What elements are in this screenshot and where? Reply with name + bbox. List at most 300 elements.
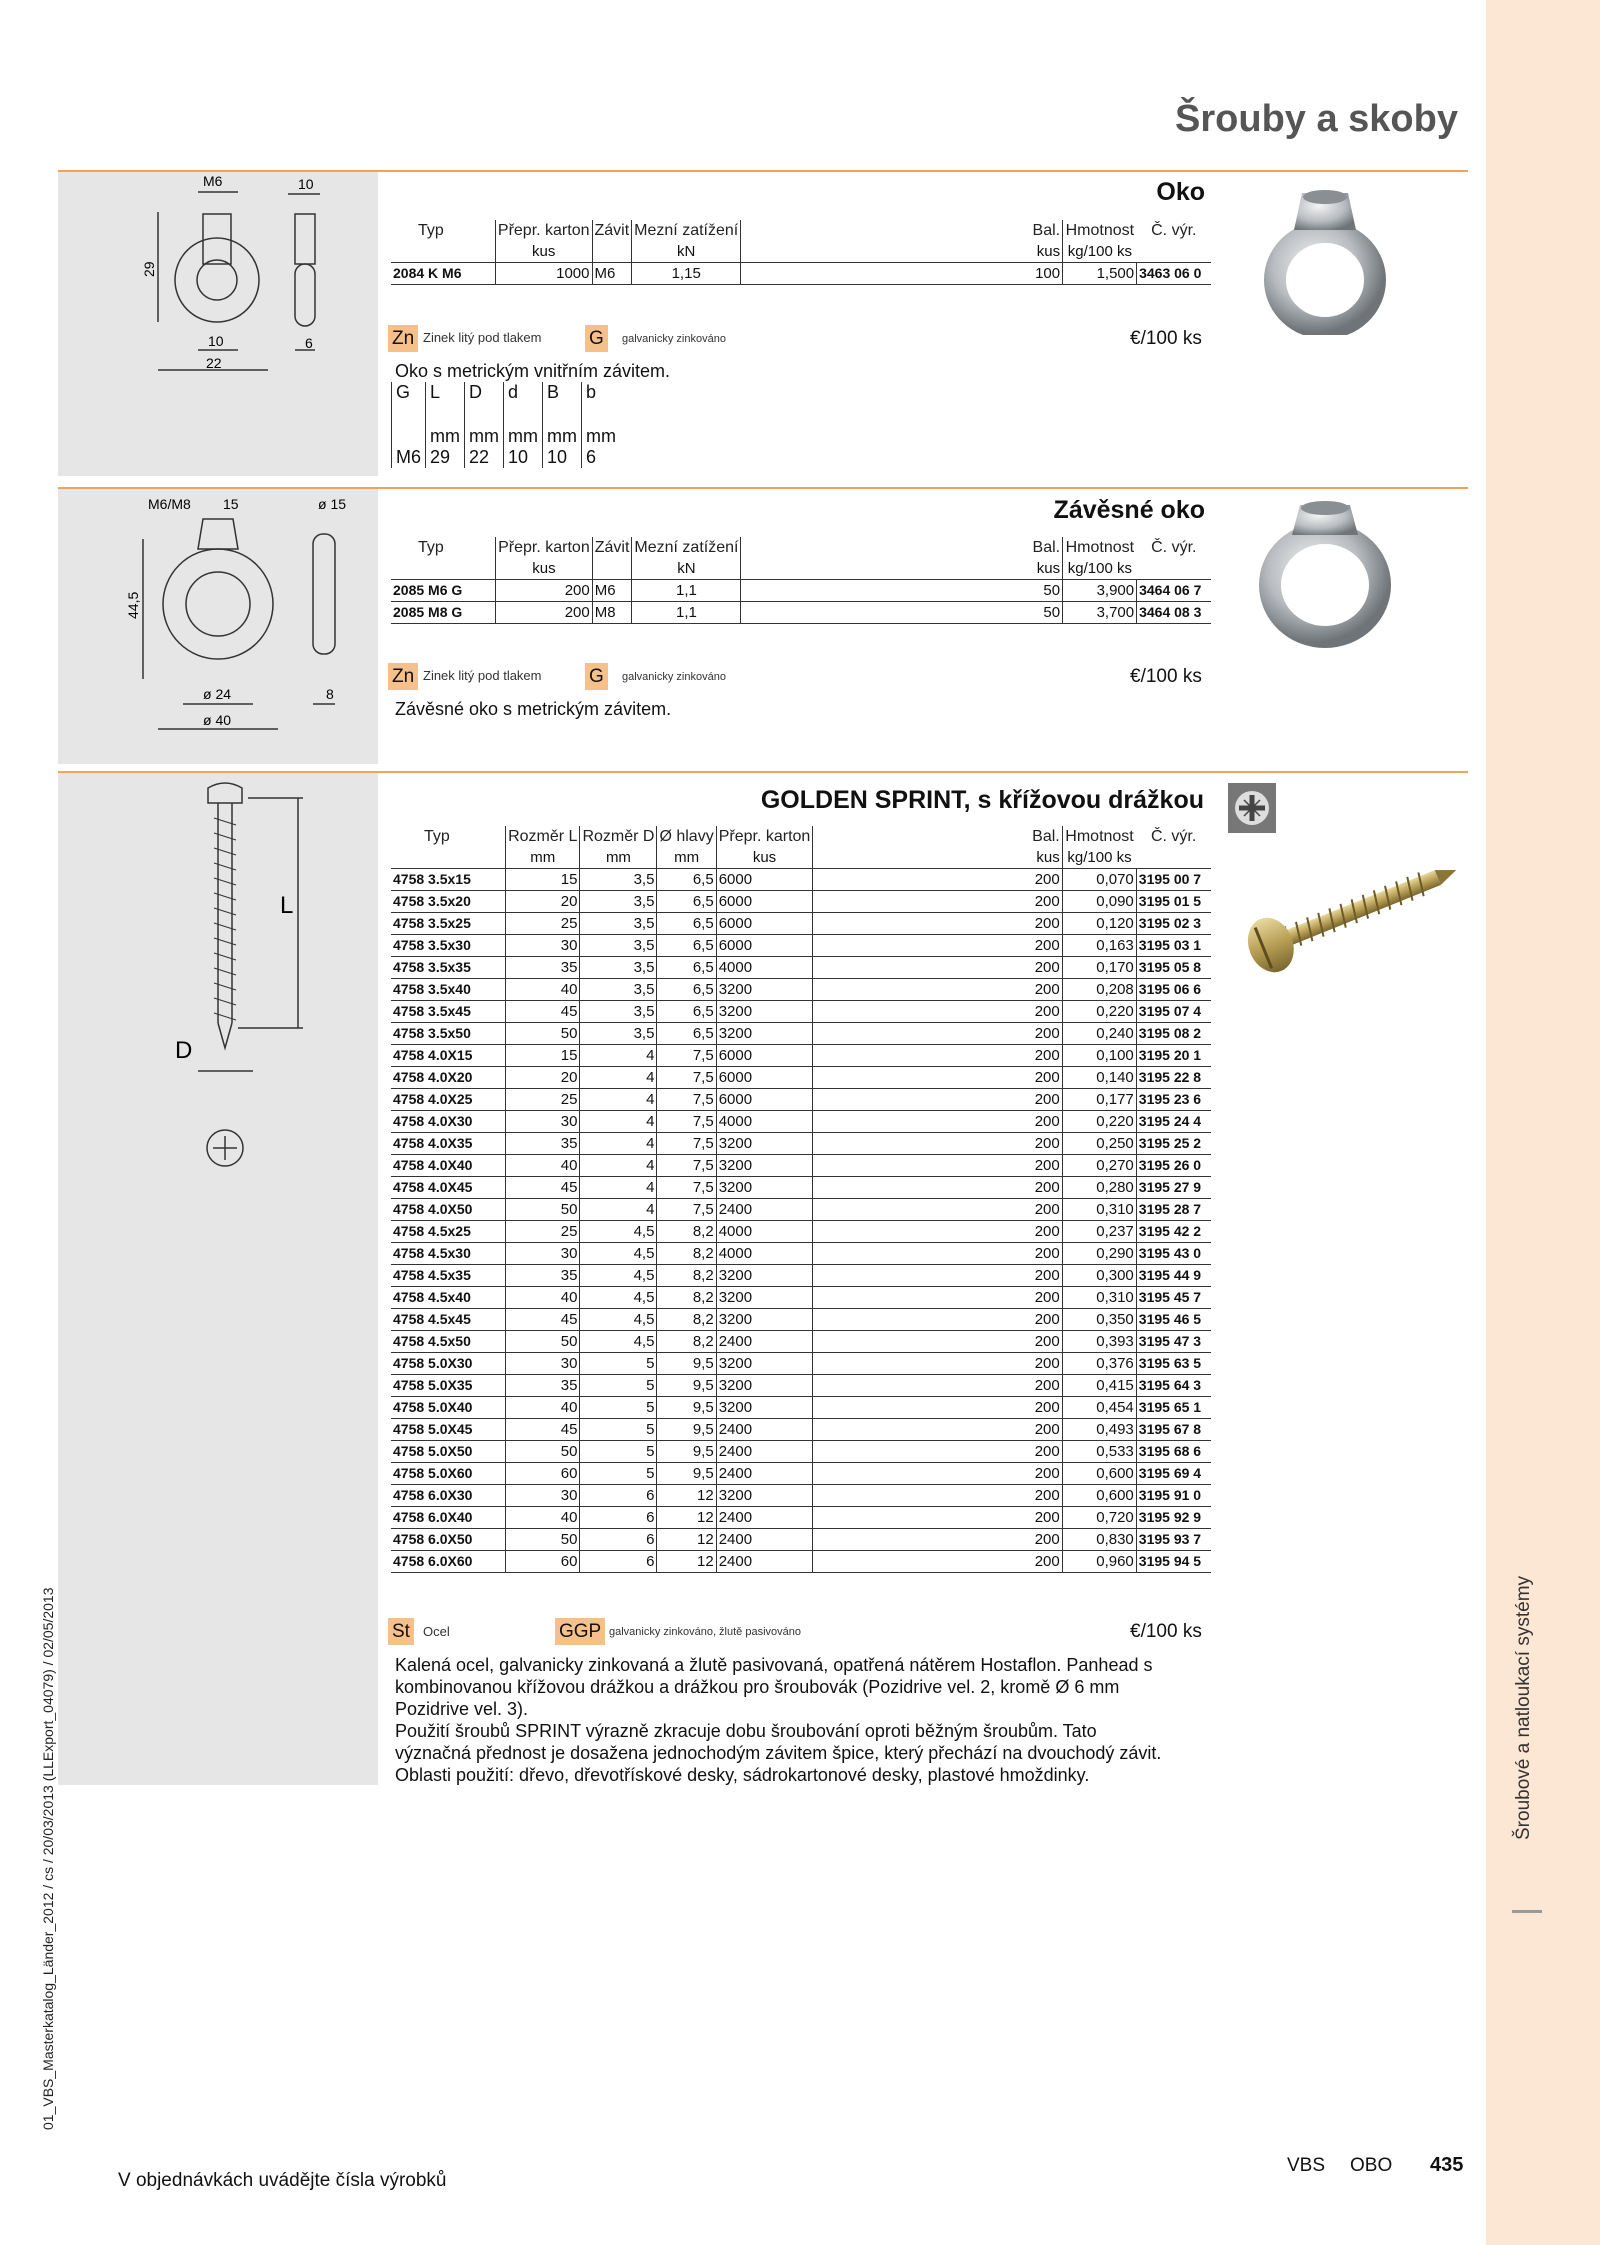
cell: 0,300 [1062, 1265, 1136, 1287]
cell: 200 [1028, 1419, 1062, 1441]
cell: 6000 [716, 891, 813, 913]
cell: 12 [657, 1551, 716, 1573]
cell: M6 [592, 263, 632, 285]
cell: 4 [580, 1155, 657, 1177]
cell: 200 [1028, 1507, 1062, 1529]
cell: 60 [506, 1551, 580, 1573]
material-text: Zinek litý pod tlakem [423, 330, 542, 345]
cell: 7,5 [657, 1177, 716, 1199]
cell: 5 [580, 1353, 657, 1375]
cell: 200 [1028, 1001, 1062, 1023]
dim-cell: 10 [504, 447, 543, 468]
col-header: Mezní zatížení [632, 220, 741, 241]
col-header: Hmotnost [1062, 826, 1136, 847]
cell-article: 3195 47 3 [1136, 1331, 1211, 1353]
col-header: Přepr. karton [716, 826, 813, 847]
cell-typ: 4758 3.5x15 [391, 869, 506, 891]
desc-line: kombinovanou křížovou drážkou a drážkou pro šroubovák (Pozidrive vel. 2, kromě Ø 6 mm [395, 1677, 1120, 1697]
cell: 25 [506, 1089, 580, 1111]
cell: 40 [506, 1397, 580, 1419]
product-table-oko [391, 220, 1211, 285]
cell-typ: 4758 3.5x35 [391, 957, 506, 979]
cell: 200 [1028, 1089, 1062, 1111]
cell: 3,5 [580, 979, 657, 1001]
cell-article: 3195 02 3 [1136, 913, 1211, 935]
cell: 3200 [716, 1353, 813, 1375]
cell: 35 [506, 1133, 580, 1155]
cell: 1000 [495, 263, 592, 285]
col-header: Závit [592, 220, 632, 241]
cell: 6,5 [657, 957, 716, 979]
dim-label: 6 [305, 335, 313, 351]
cell-typ: 2085 M6 G [391, 580, 496, 602]
cell: 25 [506, 913, 580, 935]
cell: 0,290 [1062, 1243, 1136, 1265]
dim-cell: d [504, 382, 543, 426]
table-row [391, 913, 1211, 935]
desc-line: Oblasti použití: dřevo, dřevotřískové desky, sádrokartonové desky, plastové hmoždinky. [395, 1765, 1090, 1785]
cell: 50 [506, 1023, 580, 1045]
cell-typ: 4758 6.0X60 [391, 1551, 506, 1573]
table-row [391, 1265, 1211, 1287]
unit-label: mm [657, 847, 716, 869]
dim-label: 10 [208, 333, 224, 349]
order-note: V objednávkách uvádějte čísla výrobků [118, 2170, 447, 2191]
cell: 6000 [716, 913, 813, 935]
table-row [391, 1375, 1211, 1397]
cell-article: 3195 06 6 [1136, 979, 1211, 1001]
desc-line: Kalená ocel, galvanicky zinkovaná a žlutě pasivovaná, opatřená nátěrem Hostaflon. Panhead s [395, 1655, 1153, 1675]
page-title: Šrouby a skoby [1175, 98, 1458, 140]
cell: 7,5 [657, 1067, 716, 1089]
col-header: Č. výr. [1151, 222, 1197, 239]
cell: 200 [496, 580, 593, 602]
cell: 2400 [716, 1419, 813, 1441]
col-header: Typ [424, 828, 450, 845]
cell-article: 3195 08 2 [1136, 1023, 1211, 1045]
description: Závěsné oko s metrickým závitem. [395, 699, 672, 719]
table-row [391, 1199, 1211, 1221]
finish-text: galvanicky zinkováno [622, 333, 726, 345]
table-row [391, 1133, 1211, 1155]
cell: 3,5 [580, 1023, 657, 1045]
desc-line: Použití šroubů SPRINT výrazně zkracuje dobu šroubování oproti běžným šroubům. Tato [395, 1721, 1097, 1741]
cell: M8 [592, 602, 632, 624]
cell: 3,5 [580, 891, 657, 913]
cell: 0,240 [1062, 1023, 1136, 1045]
unit-label: kus [1029, 558, 1063, 580]
cell-article: 3195 24 4 [1136, 1111, 1211, 1133]
cell-typ: 4758 4.5x25 [391, 1221, 506, 1243]
cell: 200 [1028, 1287, 1062, 1309]
cell: 7,5 [657, 1155, 716, 1177]
table-row [391, 1463, 1211, 1485]
cell-article: 3195 93 7 [1136, 1529, 1211, 1551]
cell-article: 3195 22 8 [1136, 1067, 1211, 1089]
table-row [391, 1309, 1211, 1331]
cell: 3,5 [580, 913, 657, 935]
col-header: Rozměr L [506, 826, 580, 847]
cell: 20 [506, 1067, 580, 1089]
cell: 2400 [716, 1441, 813, 1463]
cell: 7,5 [657, 1133, 716, 1155]
product-table-zavesne-oko [391, 537, 1211, 624]
cell-article: 3195 63 5 [1136, 1353, 1211, 1375]
cell-article: 3195 43 0 [1136, 1243, 1211, 1265]
dim-cell: 6 [582, 447, 621, 468]
cell: 0,830 [1062, 1529, 1136, 1551]
cell: 1,1 [632, 580, 741, 602]
table-row [391, 1111, 1211, 1133]
table-row [391, 869, 1211, 891]
cell: 4,5 [580, 1243, 657, 1265]
cell-article: 3195 67 8 [1136, 1419, 1211, 1441]
cell-article: 3195 25 2 [1136, 1133, 1211, 1155]
desc-line: Pozidrive vel. 3). [395, 1699, 529, 1719]
cell: 200 [1028, 1133, 1062, 1155]
cell: 200 [1028, 1265, 1062, 1287]
table-row [391, 1089, 1211, 1111]
col-header: Č. výr. [1151, 539, 1197, 556]
cell: 9,5 [657, 1353, 716, 1375]
cell: 6 [580, 1507, 657, 1529]
cell: 200 [1028, 1375, 1062, 1397]
table-row [391, 1485, 1211, 1507]
cell-typ: 4758 6.0X30 [391, 1485, 506, 1507]
material-text: Zinek litý pod tlakem [423, 668, 542, 683]
cell: 3200 [716, 1001, 813, 1023]
unit-label: kus [1029, 241, 1063, 263]
cell: 3,5 [580, 935, 657, 957]
footer-meta: 01_VBS_Masterkatalog_Länder_2012 / cs / 20/03/2013 (LLExport_04079) / 02/05/2013 [40, 1587, 56, 2130]
cell: 3200 [716, 1155, 813, 1177]
material-text: Ocel [423, 1624, 450, 1639]
cell: 4 [580, 1111, 657, 1133]
desc-line: význačná přednost je dosažena jednochodým závitem špice, který přechází na dvouchodý závit. [395, 1743, 1162, 1763]
cell: 50 [506, 1529, 580, 1551]
cell: 6,5 [657, 869, 716, 891]
cell: 2400 [716, 1507, 813, 1529]
cell-article: 3195 07 4 [1136, 1001, 1211, 1023]
cell: 0,533 [1062, 1441, 1136, 1463]
col-header: Přepr. karton [495, 220, 592, 241]
cell: 50 [506, 1199, 580, 1221]
price-unit: €/100 ks [1130, 666, 1202, 687]
description: Oko s metrickým vnitřním závitem. [395, 361, 671, 381]
cell: 0,237 [1062, 1221, 1136, 1243]
table-row [391, 1331, 1211, 1353]
cell: 2400 [716, 1529, 813, 1551]
cell: 7,5 [657, 1045, 716, 1067]
dim-cell: mm [426, 426, 465, 447]
cell: 0,100 [1062, 1045, 1136, 1067]
cell: 0,120 [1062, 913, 1136, 935]
col-header: Mezní zatížení [632, 537, 741, 558]
cell: 0,350 [1062, 1309, 1136, 1331]
cell: 15 [506, 869, 580, 891]
cell-article: 3195 94 5 [1136, 1551, 1211, 1573]
cell: 4000 [716, 1111, 813, 1133]
col-header: Typ [418, 222, 444, 239]
cell: 9,5 [657, 1375, 716, 1397]
col-header: Přepr. karton [496, 537, 593, 558]
col-header: Typ [418, 539, 444, 556]
cell: 6000 [716, 1089, 813, 1111]
dim-cell: B [543, 382, 582, 426]
col-header: Rozměr D [580, 826, 657, 847]
cell: 200 [1028, 1221, 1062, 1243]
cell: 200 [1028, 1397, 1062, 1419]
cell: 200 [1028, 957, 1062, 979]
cell-typ: 4758 4.0X25 [391, 1089, 506, 1111]
cell: 0,270 [1062, 1155, 1136, 1177]
cell: 200 [1028, 1485, 1062, 1507]
description [395, 1654, 1161, 1786]
dim-label: ø 15 [318, 496, 347, 512]
cell-article: 3195 26 0 [1136, 1155, 1211, 1177]
unit-label: kus [1028, 847, 1062, 869]
cell-article: 3195 20 1 [1136, 1045, 1211, 1067]
cell-typ: 4758 3.5x20 [391, 891, 506, 913]
cell: 0,208 [1062, 979, 1136, 1001]
table-row [391, 1441, 1211, 1463]
table-row [391, 1353, 1211, 1375]
technical-drawing-screw [58, 773, 378, 1173]
cell-article: 3195 44 9 [1136, 1265, 1211, 1287]
cell: 200 [1028, 979, 1062, 1001]
cell: 3200 [716, 1287, 813, 1309]
cell: 0,376 [1062, 1353, 1136, 1375]
cell: 0,310 [1062, 1287, 1136, 1309]
cell: 1,500 [1063, 263, 1137, 285]
cell: 3200 [716, 1485, 813, 1507]
product-table-golden-sprint [391, 826, 1211, 1573]
cell: 9,5 [657, 1463, 716, 1485]
table-row [391, 1045, 1211, 1067]
unit-label: kus [496, 558, 593, 580]
dim-cell: M6 [392, 447, 426, 468]
cell: 30 [506, 1485, 580, 1507]
cell: 6000 [716, 1045, 813, 1067]
cell-article: 3195 00 7 [1136, 869, 1211, 891]
cell: 6,5 [657, 935, 716, 957]
cell-typ: 4758 5.0X30 [391, 1353, 506, 1375]
cell-typ: 4758 4.5x45 [391, 1309, 506, 1331]
dim-label: 44,5 [125, 591, 141, 619]
table-row [391, 1419, 1211, 1441]
golden-screw-image [1225, 845, 1465, 985]
cell: M6 [592, 580, 632, 602]
cell-typ: 4758 3.5x40 [391, 979, 506, 1001]
finish-text: galvanicky zinkováno, žlutě pasivováno [609, 1626, 802, 1638]
cell: 5 [580, 1419, 657, 1441]
cell: 15 [506, 1045, 580, 1067]
cell-article: 3195 46 5 [1136, 1309, 1211, 1331]
table-row [391, 957, 1211, 979]
cell: 1,15 [632, 263, 741, 285]
cell: 35 [506, 957, 580, 979]
cell-typ: 4758 5.0X50 [391, 1441, 506, 1463]
dim-label: 15 [223, 496, 239, 512]
cell: 0,600 [1062, 1463, 1136, 1485]
cell: 4 [580, 1133, 657, 1155]
cell-article: 3195 68 6 [1136, 1441, 1211, 1463]
table-row [391, 891, 1211, 913]
cell: 6,5 [657, 1023, 716, 1045]
table-row [391, 1177, 1211, 1199]
cell: 1,1 [632, 602, 741, 624]
cell: 50 [1029, 580, 1063, 602]
unit-label: kg/100 ks [1062, 847, 1136, 869]
cell: 0,600 [1062, 1485, 1136, 1507]
page-number: 435 [1430, 2154, 1464, 2176]
cell: 200 [496, 602, 593, 624]
finish-code: G [585, 663, 608, 690]
cell: 4,5 [580, 1287, 657, 1309]
cell-typ: 4758 5.0X35 [391, 1375, 506, 1397]
cell-typ: 4758 6.0X40 [391, 1507, 506, 1529]
cell: 6 [580, 1529, 657, 1551]
cell-typ: 4758 4.5x50 [391, 1331, 506, 1353]
cell: 8,2 [657, 1243, 716, 1265]
cell-typ: 4758 3.5x25 [391, 913, 506, 935]
cell: 60 [506, 1463, 580, 1485]
col-header: Hmotnost [1063, 220, 1137, 241]
drawing-panel-zavesne-oko [58, 489, 378, 764]
table-row [391, 1551, 1211, 1573]
dim-cell: 10 [543, 447, 582, 468]
cell: 3,900 [1063, 580, 1137, 602]
cell: 200 [1028, 1353, 1062, 1375]
cell: 6,5 [657, 891, 716, 913]
cell: 200 [1028, 1023, 1062, 1045]
cell: 4,5 [580, 1221, 657, 1243]
cell: 2400 [716, 1463, 813, 1485]
technical-drawing-oko [58, 172, 378, 476]
cell: 30 [506, 1111, 580, 1133]
cell: 200 [1028, 1463, 1062, 1485]
cell: 3,5 [580, 957, 657, 979]
cell: 6,5 [657, 1001, 716, 1023]
table-row [391, 580, 1211, 602]
cell: 9,5 [657, 1441, 716, 1463]
table-row [391, 1529, 1211, 1551]
cell: 4 [580, 1199, 657, 1221]
cell: 45 [506, 1309, 580, 1331]
dim-label: D [175, 1037, 193, 1064]
cell: 5 [580, 1441, 657, 1463]
dimension-table [391, 382, 620, 468]
cell: 5 [580, 1397, 657, 1419]
cell-typ: 4758 4.0X15 [391, 1045, 506, 1067]
table-row [391, 1507, 1211, 1529]
table-row [391, 602, 1211, 624]
cell-typ: 4758 4.0X20 [391, 1067, 506, 1089]
table-row [391, 1155, 1211, 1177]
cell: 4000 [716, 957, 813, 979]
cell: 0,393 [1062, 1331, 1136, 1353]
table-row [391, 1067, 1211, 1089]
cell: 200 [1028, 1529, 1062, 1551]
price-unit: €/100 ks [1130, 1621, 1202, 1642]
cell: 200 [1028, 1199, 1062, 1221]
cell: 200 [1028, 1243, 1062, 1265]
cell-typ: 2084 K M6 [391, 263, 495, 285]
cell: 8,2 [657, 1287, 716, 1309]
table-row [391, 1287, 1211, 1309]
cell-article: 3195 23 6 [1136, 1089, 1211, 1111]
pozidrive-icon [1228, 783, 1276, 833]
cell-article: 3195 01 5 [1136, 891, 1211, 913]
cell: 200 [1028, 1441, 1062, 1463]
cell: 2400 [716, 1551, 813, 1573]
table-row [391, 1243, 1211, 1265]
cell: 40 [506, 1287, 580, 1309]
section-title-zavesne-oko: Závěsné oko [1053, 496, 1205, 524]
cell: 4,5 [580, 1331, 657, 1353]
cell: 12 [657, 1529, 716, 1551]
col-header: Hmotnost [1063, 537, 1137, 558]
cell: 50 [506, 1441, 580, 1463]
cell: 6 [580, 1551, 657, 1573]
finish-text: galvanicky zinkováno [622, 671, 726, 683]
cell: 45 [506, 1001, 580, 1023]
table-row [391, 1023, 1211, 1045]
cell: 4 [580, 1067, 657, 1089]
eye-bolt-image [1250, 185, 1400, 335]
cell: 3200 [716, 1133, 813, 1155]
cell: 7,5 [657, 1089, 716, 1111]
unit-label: kN [632, 558, 741, 580]
cell: 30 [506, 935, 580, 957]
cell-typ: 4758 5.0X60 [391, 1463, 506, 1485]
dim-cell: mm [465, 426, 504, 447]
cell-typ: 4758 4.5x35 [391, 1265, 506, 1287]
cell: 3200 [716, 1397, 813, 1419]
cell-typ: 4758 3.5x50 [391, 1023, 506, 1045]
cell: 200 [1028, 1111, 1062, 1133]
dim-cell: G [392, 382, 426, 426]
cell: 45 [506, 1177, 580, 1199]
cell: 4,5 [580, 1265, 657, 1287]
cell: 4000 [716, 1243, 813, 1265]
cell: 40 [506, 1507, 580, 1529]
section-title-oko: Oko [1156, 178, 1205, 206]
cell: 35 [506, 1265, 580, 1287]
col-header: Závit [592, 537, 632, 558]
brand-obo: OBO [1350, 2155, 1393, 2176]
cell-article: 3195 69 4 [1136, 1463, 1211, 1485]
cell: 4,5 [580, 1309, 657, 1331]
cell-article: 3195 91 0 [1136, 1485, 1211, 1507]
cell: 0,177 [1062, 1089, 1136, 1111]
cell: 4 [580, 1089, 657, 1111]
cell: 0,163 [1062, 935, 1136, 957]
material-code: Zn [388, 663, 418, 690]
col-header: Bal. [1032, 828, 1060, 845]
material-code: Zn [388, 325, 418, 352]
cell-article: 3195 03 1 [1136, 935, 1211, 957]
cell: 200 [1028, 869, 1062, 891]
cell: 0,454 [1062, 1397, 1136, 1419]
dim-cell [392, 426, 426, 447]
cell: 0,960 [1062, 1551, 1136, 1573]
table-row [391, 935, 1211, 957]
cell: 30 [506, 1353, 580, 1375]
dim-cell: mm [582, 426, 621, 447]
unit-label: mm [506, 847, 580, 869]
dim-label: M6/M8 [148, 496, 191, 512]
